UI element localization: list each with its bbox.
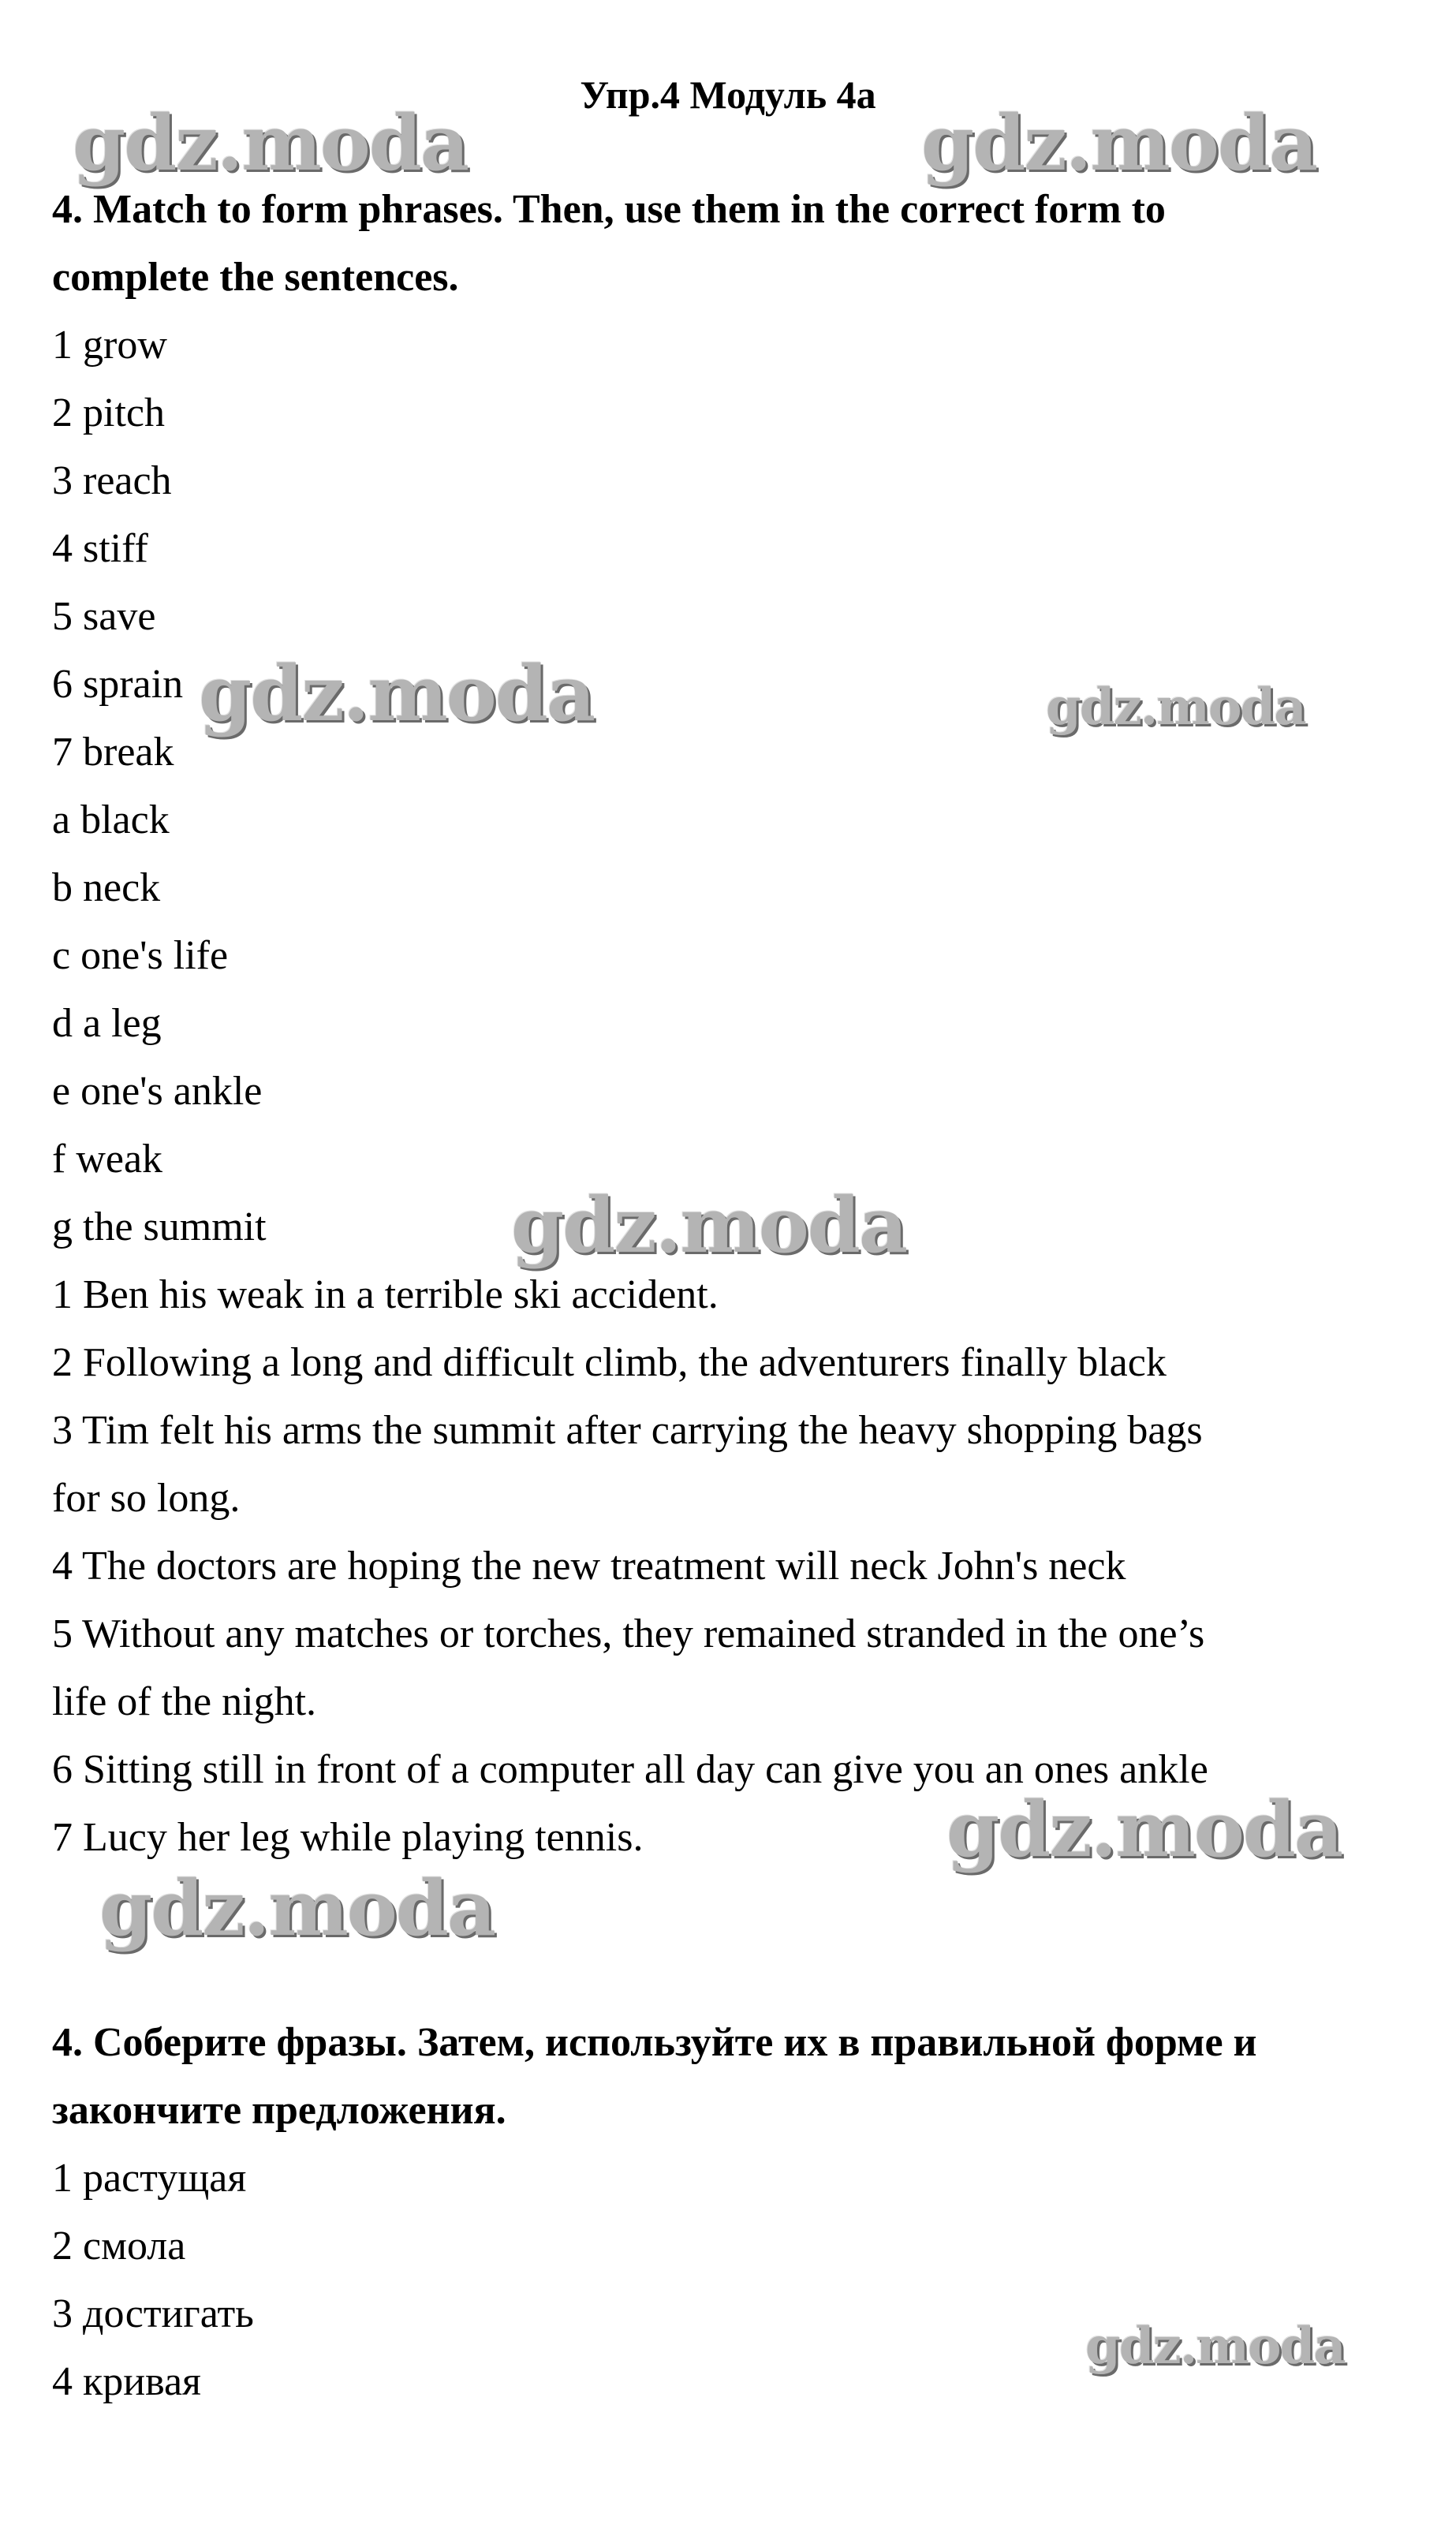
sentence-line: 2 Following a long and difficult climb, the adventurers finally black — [52, 1340, 1167, 1385]
list-item: a black — [52, 797, 170, 842]
list-item: 3 reach — [52, 458, 172, 503]
list-item: e one's ankle — [52, 1069, 263, 1114]
instruction-line: закончите предложения. — [52, 2088, 506, 2133]
sentence-line: 3 Tim felt his arms the summit after carrying the heavy shopping bags — [52, 1408, 1203, 1453]
watermark: gdz.moda — [1085, 2317, 1345, 2376]
list-item: 7 break — [52, 730, 174, 775]
list-item: b neck — [52, 865, 161, 910]
instruction-line: 4. Соберите фразы. Затем, используйте их в правильной форме и — [52, 2020, 1257, 2065]
list-item: 5 save — [52, 594, 156, 639]
watermark: gdz.moda — [99, 1864, 495, 1953]
list-item: 2 pitch — [52, 390, 165, 435]
sentence-line: life of the night. — [52, 1679, 317, 1724]
sentence-line: 4 The doctors are hoping the new treatment will neck John's neck — [52, 1544, 1126, 1589]
instruction-line: 4. Match to form phrases. Then, use them in the correct form to — [52, 187, 1166, 232]
page-title: Упр.4 Модуль 4а — [580, 73, 876, 117]
list-item: 6 sprain — [52, 662, 184, 707]
watermark: gdz.moda — [511, 1181, 907, 1270]
sentence-line: 5 Without any matches or torches, they remained stranded in the one’s — [52, 1611, 1205, 1656]
list-item: f weak — [52, 1137, 163, 1182]
watermark: gdz.moda — [73, 99, 469, 188]
list-item: c one's life — [52, 933, 229, 978]
list-item: 4 stiff — [52, 526, 148, 571]
list-item: 4 кривая — [52, 2359, 201, 2404]
sentence-line: 6 Sitting still in front of a computer all day can give you an ones ankle — [52, 1747, 1208, 1792]
watermark: gdz.moda — [199, 649, 595, 738]
watermark: gdz.moda — [1046, 678, 1305, 737]
sentence-line: for so long. — [52, 1476, 241, 1521]
list-item: d a leg — [52, 1001, 162, 1046]
instruction-line: complete the sentences. — [52, 255, 459, 300]
sentence-line: 1 Ben his weak in a terrible ski accident. — [52, 1272, 719, 1317]
list-item: 1 grow — [52, 323, 167, 368]
list-item: 3 достигать — [52, 2291, 254, 2336]
sentence-line: 7 Lucy her leg while playing tennis. — [52, 1815, 644, 1860]
watermark: gdz.moda — [921, 99, 1317, 188]
list-item: g the summit — [52, 1204, 267, 1249]
list-item: 1 растущая — [52, 2156, 247, 2201]
list-item: 2 смола — [52, 2224, 186, 2268]
watermark: gdz.moda — [946, 1785, 1342, 1874]
